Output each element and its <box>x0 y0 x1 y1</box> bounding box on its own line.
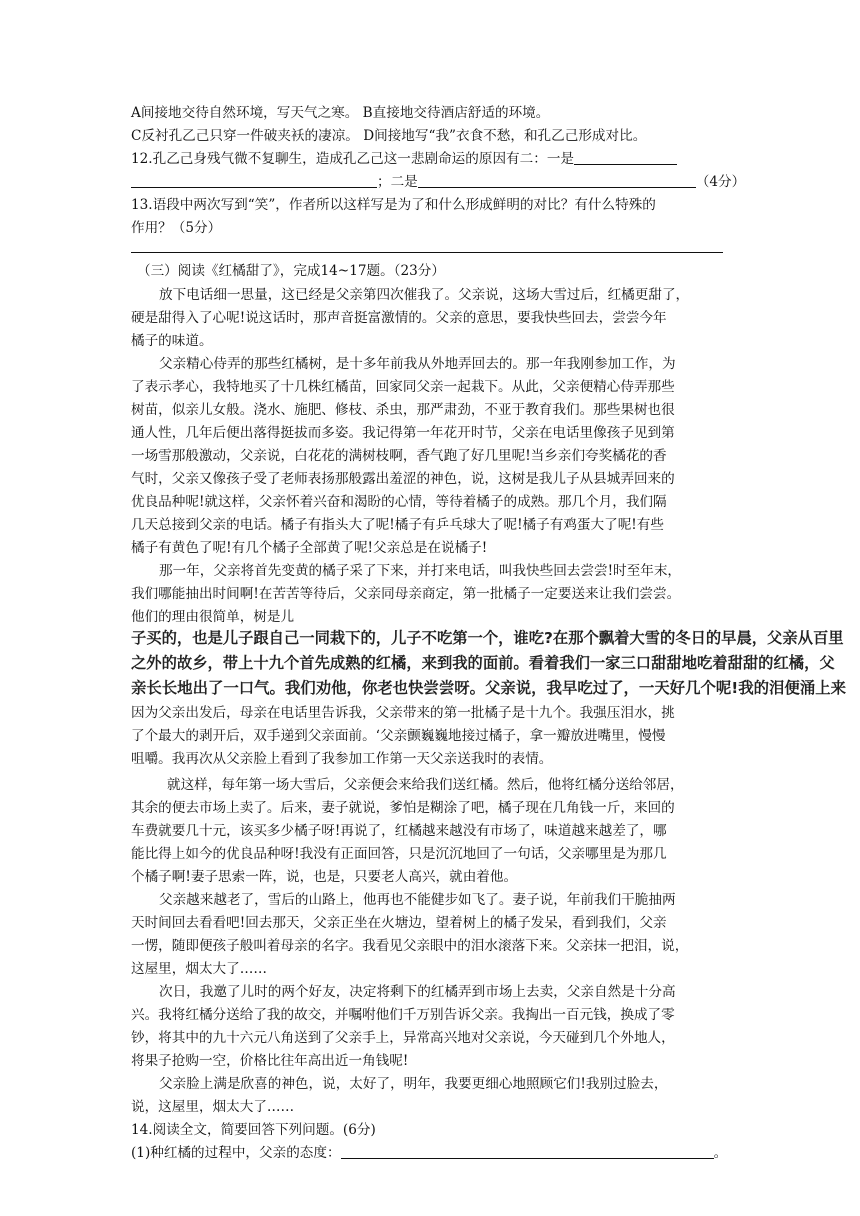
passage-line: 其余的便去市场上卖了。后来，妻子就说，爹怕是糊涂了吧，橘子现在几角钱一斤，来回的 <box>131 800 675 816</box>
q12-mid: ；二是 <box>377 174 418 190</box>
passage-line: 放下电话细一思量，这已经是父亲第四次催我了。父亲说，这场大雪过后，红橘更甜了， <box>159 287 690 303</box>
passage-line: 说，这屋里，烟太大了…… <box>131 1099 295 1115</box>
passage-line: 他们的理由很简单，树是儿 <box>131 609 295 625</box>
passage-line: 咀嚼。我再次从父亲脸上看到了我参加工作第一天父亲送我时的表情。 <box>131 751 553 767</box>
passage-line: 因为父亲出发后，母亲在电话里告诉我，父亲带来的第一批橘子是十九个。我强压泪水，挑 <box>131 705 675 721</box>
passage-line: 橘子的味道。 <box>131 333 213 349</box>
passage-line: 那一年，父亲将首先变黄的橘子采了下来，并打来电话，叫我快些回去尝尝!时至年末， <box>159 563 682 579</box>
passage-line: 了表示孝心，我特地买了十几株红橘苗，回家同父亲一起栽下。从此，父亲便精心侍弄那些 <box>131 379 675 395</box>
passage-line: 父亲脸上满是欣喜的神色，说，太好了，明年，我要更细心地照顾它们!我别过脸去， <box>159 1076 668 1092</box>
passage-line: 父亲越来越老了，雪后的山路上，他再也不能健步如飞了。妻子说，年前我们干脆抽两 <box>159 892 676 908</box>
passage-bold-line: 之外的故乡，带上十九个首先成熟的红橘，来到我的面前。看着我们一家三口甜甜地吃着甜甜的红橘，父 <box>131 654 835 672</box>
passage-line: 硬是甜得入了心呢!说这话时，那声音挺富激情的。父亲的意思，要我快些回去，尝尝今年 <box>131 310 667 326</box>
q14-end: 。 <box>713 1145 728 1161</box>
passage-line: 树苗，似亲儿女般。浇水、施肥、修枝、杀虫，那严肃劲，不亚于教育我们。那些果树也很 <box>131 402 675 418</box>
q12-text: 12.孔乙己身残气微不复聊生，造成孔乙己这一悲剧命运的原因有二：一是 <box>131 151 575 167</box>
passage-line: 父亲精心侍弄的那些红橘树，是十多年前我从外地弄回去的。那一年我刚参加工作，为 <box>159 356 676 372</box>
passage-line: 橘子有黄色了呢!有几个橘子全部黄了呢!父亲总是在说橘子! <box>131 540 488 556</box>
q12-line2 <box>131 172 745 192</box>
q12-score: （4分） <box>695 174 746 190</box>
passage-bold-line: 亲长长地出了一口气。我们劝他，你老也快尝尝呀。父亲说，我早吃过了，一天好几个呢!我的泪便涌上来 <box>131 679 846 697</box>
passage-line: 天时间回去看看吧!回去那天，父亲正坐在火塘边，望着树上的橘子发呆，看到我们，父亲 <box>131 915 667 931</box>
passage-line: 气时，父亲又像孩子受了老师表扬那般露出羞涩的神色，说，这树是我儿子从县城弄回来的 <box>131 471 675 487</box>
passage-line: 一愣，随即便孩子般叫着母亲的名字。我看见父亲眼中的泪水滚落下来。父亲抹一把泪，说， <box>131 938 689 954</box>
passage-line: 了个最大的剥开后，双手递到父亲面前。‘父亲颤巍巍地接过橘子，拿一瓣放进嘴里，慢慢 <box>131 728 666 744</box>
passage-line: 这屋里，烟太大了…… <box>131 961 267 977</box>
q14-line2 <box>131 1143 727 1163</box>
passage-line: 将果子抢购一空，价格比往年高出近一角钱呢! <box>131 1053 409 1069</box>
passage-line: 钞，将其中的九十六元八角送到了父亲手上，异常高兴地对父亲说，今天碰到几个外地人， <box>131 1030 675 1046</box>
options-cd: C反衬孔乙己只穿一件破夹袄的凄凉。 D间接地写“我”衣食不愁，和孔乙己形成对比。 <box>131 128 647 144</box>
q12-blank-2[interactable] <box>131 173 377 188</box>
passage-line: 几天总接到父亲的电话。橘子有指头大了呢!橘子有乒乓球大了呢!橘子有鸡蛋大了呢!有些 <box>131 517 664 533</box>
passage-line: 通人性，几年后便出落得挺拔而多姿。我记得第一年花开时节，父亲在电话里像孩子见到第 <box>131 425 675 441</box>
q14-blank[interactable] <box>341 1144 714 1159</box>
passage-line: 车费就要几十元，该买多少橘子呀!再说了，红橘越来越没有市场了，味道越来越差了，哪 <box>131 823 667 839</box>
q13-line1: 13.语段中两次写到“笑”，作者所以这样写是为了和什么形成鲜明的对比？有什么特殊的 <box>131 197 656 213</box>
passage-line: 次日，我邀了儿时的两个好友，决定将剩下的红橘弄到市场上去卖，父亲自然是十分高 <box>159 984 676 1000</box>
q12-blank-3[interactable] <box>418 173 696 188</box>
section3-heading: （三）阅读《红橘甜了》，完成14~17题。（23分） <box>137 263 445 279</box>
q14-prompt: (1)种红橘的过程中，父亲的态度： <box>131 1145 341 1161</box>
passage-line: 优良品种呢!就这样，父亲怀着兴奋和渴盼的心情，等待着橘子的成熟。那几个月，我们隔 <box>131 494 667 510</box>
passage-line: 能比得上如今的优良品种呀!我没有正面回答，只是沉沉地回了一句话，父亲哪里是为那几 <box>131 846 667 862</box>
passage-line: 一场雪那般激动，父亲说，白花花的满树枝啊，香气跑了好几里呢!当乡亲们夸奖橘花的香 <box>131 448 667 464</box>
passage-line: 个橘子啊!妻子思索一阵，说，也是，只要老人高兴，就由着他。 <box>131 869 518 885</box>
q13-answer-line[interactable] <box>131 252 723 253</box>
q14-line1: 14.阅读全文，简要回答下列问题。(6分) <box>131 1122 376 1138</box>
q12-line1 <box>131 149 677 169</box>
passage-line: 我们哪能抽出时间啊!在苦苦等待后，父亲同母亲商定，第一批橘子一定要送来让我们尝尝。 <box>131 586 681 602</box>
passage-line: 兴。我将红橘分送给了我的故交，并嘱咐他们千万别告诉父亲。我掏出一百元钱，换成了零 <box>131 1007 675 1023</box>
passage-bold-line: 子买的，也是儿子跟自己一同栽下的，儿子不吃第一个，谁吃?在那个飘着大雪的冬日的早晨，父亲从百里 <box>131 629 844 647</box>
passage-line: 就这样，每年第一场大雪后，父亲便会来给我们送红橘。然后，他将红橘分送给邻居， <box>167 777 684 793</box>
q13-line2: 作用？（5分） <box>131 220 222 236</box>
options-ab: A间接地交待自然环境，写天气之寒。 B直接地交待酒店舒适的环境。 <box>131 105 550 121</box>
q12-blank-1[interactable] <box>574 150 677 165</box>
